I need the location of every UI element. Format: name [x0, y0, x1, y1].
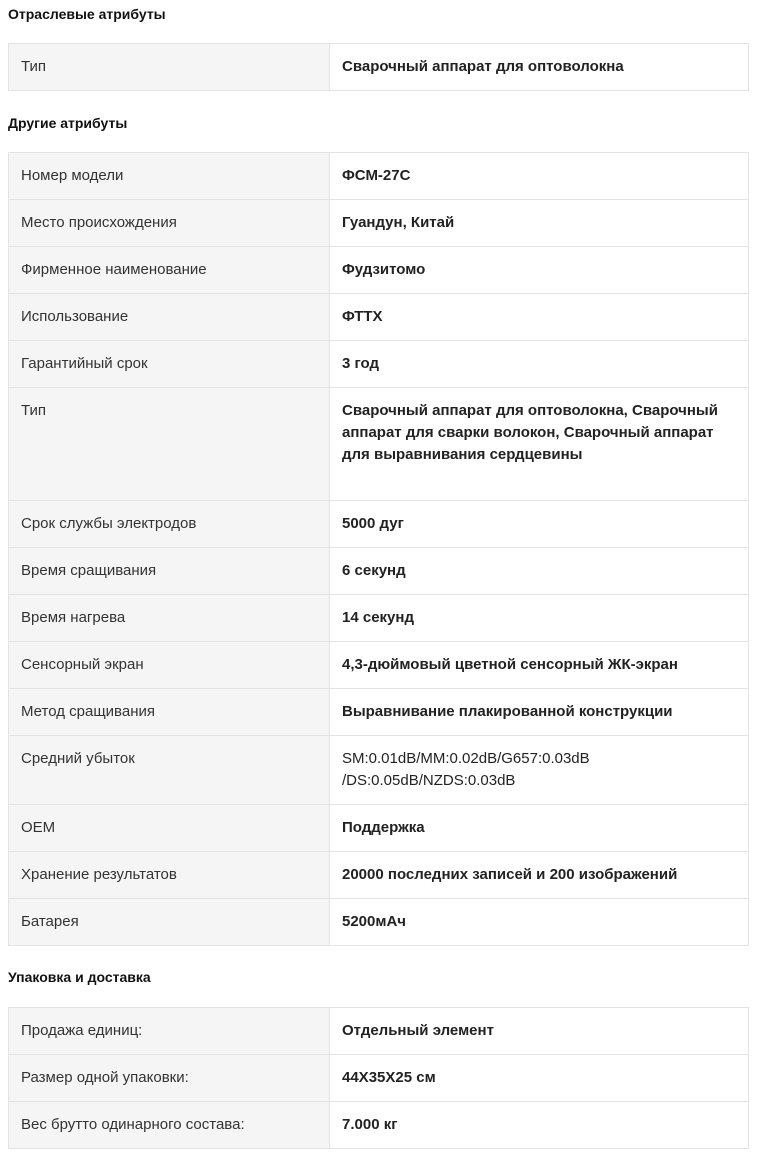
attr-key: Батарея [9, 899, 330, 946]
table-row [9, 1008, 749, 1055]
attr-key: Использование [9, 294, 330, 341]
attr-value: 7.000 кг [330, 1102, 749, 1149]
attr-value: 4,3-дюймовый цветной сенсорный ЖК-экран [330, 642, 749, 689]
attr-value: 6 секунд [330, 548, 749, 595]
table-row [9, 548, 749, 595]
table-row [9, 689, 749, 736]
attr-key: Время нагрева [9, 595, 330, 642]
attr-value: Фудзитомо [330, 247, 749, 294]
attr-key: Вес брутто одинарного состава: [9, 1102, 330, 1149]
table-row [9, 852, 749, 899]
packaging-attributes-table [8, 1007, 749, 1149]
attr-key: Хранение результатов [9, 852, 330, 899]
attr-value: SM:0.01dB/MM:0.02dB/G657:0.03dB /DS:0.05dB/NZDS:0.03dB [330, 736, 749, 805]
attr-value: 20000 последних записей и 200 изображений [330, 852, 749, 899]
attr-key: Фирменное наименование [9, 247, 330, 294]
attr-value: 5000 дуг [330, 501, 749, 548]
attr-value: Сварочный аппарат для оптоволокна [330, 44, 749, 91]
attr-key: Метод сращивания [9, 689, 330, 736]
table-row [9, 1102, 749, 1149]
attr-value: 5200мАч [330, 899, 749, 946]
attr-key: Средний убыток [9, 736, 330, 805]
section-title-other: Другие атрибуты [8, 115, 128, 131]
table-row [9, 341, 749, 388]
table-row [9, 388, 749, 501]
table-row [9, 595, 749, 642]
attr-value: ФТТХ [330, 294, 749, 341]
table-row [9, 899, 749, 946]
table-row [9, 736, 749, 805]
attr-value: ФСМ-27С [330, 153, 749, 200]
table-row [9, 200, 749, 247]
attr-value: 14 секунд [330, 595, 749, 642]
attr-value: Гуандун, Китай [330, 200, 749, 247]
attr-value: Поддержка [330, 805, 749, 852]
attr-key: Срок службы электродов [9, 501, 330, 548]
attr-key: Гарантийный срок [9, 341, 330, 388]
attr-value: 44X35X25 см [330, 1055, 749, 1102]
table-row [9, 501, 749, 548]
industry-attributes-table [8, 43, 749, 91]
attr-key: Размер одной упаковки: [9, 1055, 330, 1102]
attr-key: Место происхождения [9, 200, 330, 247]
attr-key: Тип [9, 388, 330, 501]
table-row [9, 1055, 749, 1102]
table-row [9, 247, 749, 294]
attr-value: Отдельный элемент [330, 1008, 749, 1055]
table-row [9, 805, 749, 852]
attr-value: 3 год [330, 341, 749, 388]
attr-key: Сенсорный экран [9, 642, 330, 689]
table-row [9, 642, 749, 689]
attr-value: Сварочный аппарат для оптоволокна, Сварочный аппарат для сварки волокон, Сварочный аппарат для выравнивания сердцевины [330, 388, 749, 501]
attr-key: Время сращивания [9, 548, 330, 595]
table-row [9, 44, 749, 91]
attr-key: Продажа единиц: [9, 1008, 330, 1055]
section-title-packaging: Упаковка и доставка [8, 969, 151, 985]
attr-value: Выравнивание плакированной конструкции [330, 689, 749, 736]
table-row [9, 153, 749, 200]
other-attributes-table [8, 152, 749, 946]
attr-key: OEM [9, 805, 330, 852]
section-title-industry: Отраслевые атрибуты [8, 6, 166, 22]
attr-key: Номер модели [9, 153, 330, 200]
table-row [9, 294, 749, 341]
attr-key: Тип [9, 44, 330, 91]
